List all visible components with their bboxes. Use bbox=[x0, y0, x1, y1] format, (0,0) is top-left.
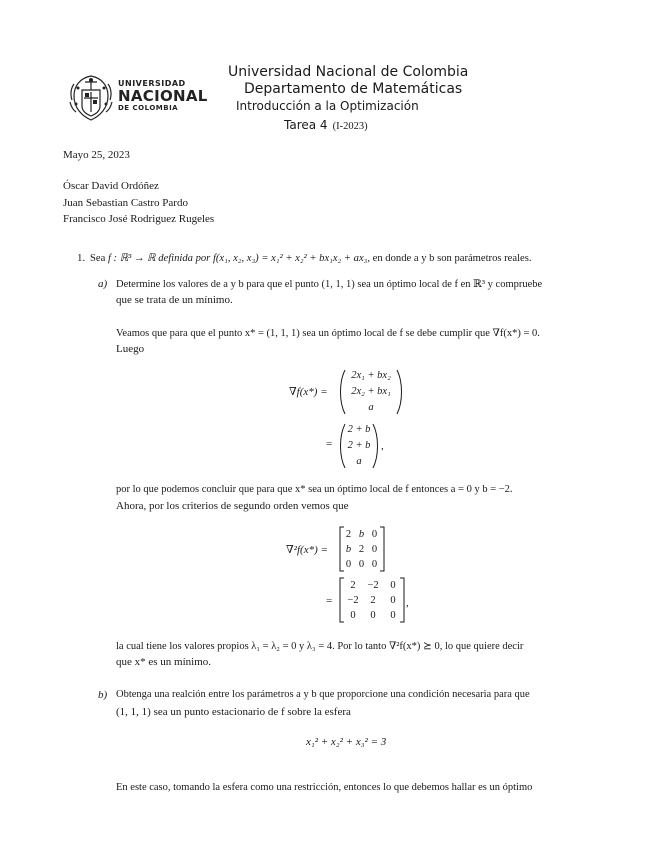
hessian-numeric-cell: 0 bbox=[390, 610, 396, 621]
part-b-question-line-1: Obtenga una realción entre los parámetros a y b que proporcione una condición necesaria para que bbox=[116, 689, 530, 700]
part-a-text-1-line-1: Veamos que para que el punto x* = (1, 1, 1) sea un óptimo local de f se debe cumplir que ∇f(x*) = 0. bbox=[116, 328, 540, 339]
assignment-title bbox=[284, 114, 368, 133]
date: Mayo 25, 2023 bbox=[63, 149, 130, 161]
hessian-equals: = bbox=[326, 595, 333, 607]
hessian-numeric-cell: 0 bbox=[390, 595, 396, 606]
part-a-question-line-2: que se trata de un mínimo. bbox=[116, 294, 233, 306]
author-3: Francisco José Rodriguez Rugeles bbox=[63, 213, 215, 225]
part-a-text-2-line-2: Ahora, por los criterios de segundo orden vemos que bbox=[116, 500, 349, 512]
part-b-text-line-1: En este caso, tomando la esfera como una restricción, entonces lo que debemos hallar es un óptimo bbox=[116, 782, 533, 793]
hessian-numeric-cell: 2 bbox=[370, 595, 376, 606]
gradient-eval-1: 2 + b bbox=[347, 424, 371, 435]
hessian-numeric-cell: 0 bbox=[390, 580, 396, 591]
university-title: Universidad Nacional de Colombia bbox=[228, 64, 469, 80]
gradient-entry-1: 2x₁ + bx₂ bbox=[351, 370, 391, 381]
author-1: Óscar David Ordóñez bbox=[63, 180, 159, 192]
part-a-text-3-line-1: la cual tiene los valores propios λ₁ = λ₂ = 0 y λ₃ = 4. Por lo tanto ∇²f(x*) ⪰ 0, lo que quiere decir bbox=[116, 641, 524, 652]
hessian-numeric-cell: 2 bbox=[350, 580, 356, 591]
part-a-text-2-line-1: por lo que podemos concluir que para que x* sea un óptimo local de f entonces a = 0 y b = −2. bbox=[116, 484, 513, 495]
gradient-comma: , bbox=[381, 440, 384, 452]
department-title: Departamento de Matemáticas bbox=[244, 81, 463, 97]
hessian-comma: , bbox=[406, 597, 409, 609]
coat-of-arms-icon bbox=[68, 72, 114, 124]
hessian-symbolic-cell: 0 bbox=[371, 529, 378, 540]
hessian-symbolic-cell: 2 bbox=[358, 544, 365, 555]
part-a-text-3-line-2: que x* es un mínimo. bbox=[116, 656, 212, 668]
assignment-term: (I-2023) bbox=[332, 121, 368, 132]
part-a-label: a) bbox=[98, 278, 108, 290]
university-logo bbox=[68, 72, 208, 124]
gradient-entry-2: 2x₂ + bx₁ bbox=[351, 386, 391, 397]
logo-line-3: DE COLOMBIA bbox=[118, 104, 179, 112]
problem-statement bbox=[90, 252, 532, 264]
part-a-text-1-line-2: Luego bbox=[116, 343, 145, 355]
gradient-entry-3: a bbox=[368, 402, 374, 413]
statement-end: en donde a y b son parámetros reales. bbox=[372, 253, 532, 264]
hessian-symbolic-cell: 2 bbox=[345, 529, 352, 540]
gradient-eval-3: a bbox=[356, 456, 362, 467]
course-title: Introducción a la Optimización bbox=[236, 99, 419, 113]
gradient-eval-2: 2 + b bbox=[347, 440, 371, 451]
logo-line-2: NACIONAL bbox=[118, 87, 208, 105]
part-b-label: b) bbox=[98, 689, 108, 701]
sphere-equation: x₁² + x₂² + x₃² = 3 bbox=[306, 736, 387, 748]
statement-definition: f : ℝ³ → ℝ definida por f(x₁, x₂, x₃) = x₁² + x₂² + bx₁x₂ + ax₃, bbox=[107, 253, 370, 264]
logo-line-1: UNIVERSIDAD bbox=[118, 79, 186, 88]
hessian-lhs: ∇²f(x*) = bbox=[286, 544, 328, 556]
gradient-lhs: ∇f(x*) = bbox=[289, 386, 328, 398]
hessian-numeric-cell: −2 bbox=[347, 595, 359, 606]
statement-start: Sea bbox=[90, 253, 106, 264]
hessian-symbolic-cell: b bbox=[345, 544, 352, 555]
hessian-symbolic-cell: 0 bbox=[358, 559, 365, 570]
assignment-name: Tarea 4 bbox=[284, 118, 328, 132]
gradient-equals: = bbox=[326, 438, 333, 450]
author-2: Juan Sebastian Castro Pardo bbox=[63, 197, 188, 209]
part-b-question-line-2: (1, 1, 1) sea un punto estacionario de f sobre la esfera bbox=[116, 706, 351, 718]
hessian-symbolic-cell: 0 bbox=[345, 559, 352, 570]
hessian-numeric-cell: 0 bbox=[350, 610, 356, 621]
part-a-question-line-1: Determine los valores de a y b para que el punto (1, 1, 1) sea un óptimo local de f en ℝ³ y compruebe bbox=[116, 279, 543, 290]
hessian-symbolic-cell: b bbox=[358, 529, 365, 540]
hessian-symbolic-cell: 0 bbox=[371, 544, 378, 555]
hessian-numeric-cell: 0 bbox=[370, 610, 376, 621]
hessian-symbolic-cell: 0 bbox=[371, 559, 378, 570]
problem-number: 1. bbox=[77, 252, 86, 264]
hessian-numeric-cell: −2 bbox=[367, 580, 379, 591]
